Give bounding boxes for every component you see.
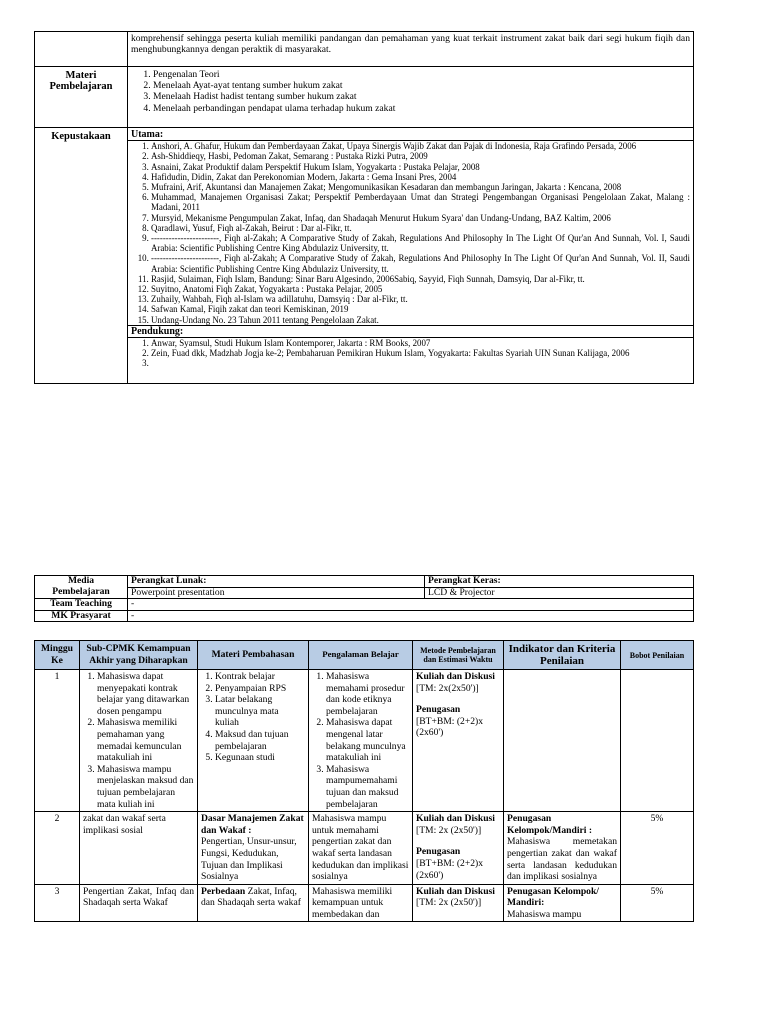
penugasan-title: Penugasan: [416, 846, 461, 858]
materi-item: 2. Menelaah Ayat-ayat tentang sumber hukum zakat: [153, 80, 690, 91]
reference-item: 2. Ash-Shiddieqy, Hasbi, Pedoman Zakat, Semarang : Pustaka Rizki Putra, 2009: [151, 151, 690, 161]
subcpmk-item: 1. Mahasiswa dapat menyepakati kontrak belajar yang ditawarkan dosen pengampu: [97, 671, 194, 717]
prasyarat-label: MK Prasyarat: [35, 610, 128, 622]
pendukung-heading: Pendukung:: [128, 325, 693, 338]
reference-item: 10. -----------------------, Fiqh al-Zakah; A Comparative Study of Zakah, Regulations And Philosophy In The Light Of Qur'an And Sunnah, Vol. II, Saudi Arabia: Scientific Publishing Centre King Abdulaziz University, tt.: [151, 253, 690, 273]
table-row: [35, 884, 694, 922]
materi-title: Dasar Manajemen Zakat dan Wakaf: [201, 813, 304, 836]
indikator-text: Mahasiswa memetakan pengertian zakat dan wakaf serta landasan kedudukan dan implikasi sosialnya: [507, 836, 617, 883]
metode-cell: [413, 812, 504, 885]
materi-label: Materi Pembelajaran: [35, 67, 128, 128]
subcpmk-list: [83, 671, 194, 810]
penugasan-time: [BT+BM: (2+2)x (2x60'): [416, 857, 484, 881]
pengalaman-cell: Mahasiswa memiliki kemampuan untuk membedakan dan: [309, 884, 413, 922]
materi-item: 2. Penyampaian RPS: [215, 683, 305, 695]
media-label: Media Pembelajaran: [35, 576, 128, 599]
materi-item: 1. Kontrak belajar: [215, 671, 305, 683]
penugasan-time: [BT+BM: (2+2)x (2x60'): [416, 715, 484, 739]
reference-item: 6. Muhammad, Manajemen Organisasi Zakat; Perspektif Pemberdayaan Umat dan Strategi Pengembangan Organisasi Pengelolaan Zakat, Malang : Madani, 2011: [151, 192, 690, 212]
subcpmk-cell: zakat dan wakaf serta implikasi sosial: [80, 812, 198, 885]
reference-item: [151, 358, 690, 368]
materi-cell: [128, 67, 694, 128]
metode-cell: [413, 670, 504, 812]
reference-item: 2. Zein, Fuad dkk, Madzhab Jogja ke-2; Pembaharuan Pemikiran Hukum Islam, Yogyakarta: Fakultas Syariah UIN Sunan Kalijaga, 2006: [151, 348, 690, 358]
subcpmk-item: 2. Mahasiswa memiliki pemahaman yang memadai kemunculan matakuliah ini: [97, 717, 194, 763]
week-number: 3: [35, 884, 80, 922]
reference-item: 12. Suyitno, Anatomi Fiqh Zakat, Yogyakarta : Pustaka Pelajar, 2005: [151, 284, 690, 294]
week-number: 1: [35, 670, 80, 812]
header-materi: Materi Pembahasan: [198, 641, 309, 670]
pengalaman-list: [312, 671, 409, 810]
header-indikator: Indikator dan Kriteria Penilaian: [504, 641, 621, 670]
penugasan-title: Penugasan: [416, 704, 461, 716]
perangkat-lunak-label: Perangkat Lunak:: [128, 576, 425, 588]
materi-cell: [198, 670, 309, 812]
description-text: komprehensif sehingga peserta kuliah memiliki pandangan dan pemahaman yang kuat terkait instrument zakat baik dari segi hukum fiqih dan menghubungkannya dengan peraktik di masyarakat.: [128, 32, 694, 67]
header-bobot: Bobot Penilaian: [621, 641, 694, 670]
materi-item: 5. Kegunaan studi: [215, 752, 305, 764]
reference-item: 8. Qaradlawi, Yusuf, Fiqh al-Zakah, Beirut : Dar al-Fikr, tt.: [151, 223, 690, 233]
indikator-title: Penugasan Kelompok/Mandiri :: [507, 813, 593, 836]
team-teaching-value: -: [128, 599, 694, 611]
materi-cell: Dasar Manajemen Zakat dan Wakaf : Pengertian, Unsur-unsur, Fungsi, Kedudukan, Tujuan dan Implikasi Sosialnya: [198, 812, 309, 885]
pengalaman-item: 3. Mahasiswa mampumemahami tujuan dan maksud pembelajaran: [326, 764, 409, 810]
team-teaching-row: [35, 599, 694, 611]
reference-item: 15. Undang-Undang No. 23 Tahun 2011 tentang Pengelolaan Zakat.: [151, 315, 690, 325]
reference-item: 11. Rasjid, Sulaiman, Fiqh Islam, Bandung: Sinar Baru Algesindo, 2006Sabiq, Sayyid, Fiqh Sunnah, Damsyiq, Dar al-Fikr, tt.: [151, 274, 690, 284]
materi-cell: [198, 884, 309, 922]
materi-item: 1. Pengenalan Teori: [153, 69, 690, 80]
materi-item: 4. Maksud dan tujuan pembelajaran: [215, 729, 305, 752]
description-label-cell: [35, 32, 128, 67]
kepustakaan-cell: [128, 128, 694, 384]
pengalaman-cell: [309, 670, 413, 812]
prasyarat-value: -: [128, 610, 694, 622]
course-info-table: [34, 31, 694, 384]
metode-time: [TM: 2x (2x50')]: [416, 897, 482, 909]
indikator-cell: [504, 812, 621, 885]
team-teaching-label: Team Teaching: [35, 599, 128, 611]
pendukung-list: [131, 338, 690, 383]
reference-item: 14. Safwan Kamal, Fiqih zakat dan teori Kemiskinan, 2019: [151, 304, 690, 314]
reference-item: 1. Anshori, A. Ghafur, Hukum dan Pemberdayaan Zakat, Upaya Sinergis Wajib Zakat dan Pajak di Indonesia, Raja Grafindo Persada, 2006: [151, 141, 690, 151]
indikator-cell: [504, 884, 621, 922]
perangkat-lunak-value: Powerpoint presentation: [128, 587, 425, 599]
metode-title: Kuliah dan Diskusi: [416, 671, 495, 682]
reference-item: 9. -----------------------, Fiqh al-Zakah; A Comparative Study of Zakah, Regulations And Philosophy In The Light Of Qur'an And Sunnah, Vol. I, Saudi Arabia: Scientific Publishing Centre King Abdulaziz University, tt.: [151, 233, 690, 253]
metode-title: Kuliah dan Diskusi: [416, 885, 495, 897]
pengalaman-cell: Mahasiswa mampu untuk memahami pengertian zakat dan wakaf serta landasan kedudukan dan implikasi sosialnya: [309, 812, 413, 885]
bobot-cell: 5%: [621, 812, 694, 885]
media-header-row: [35, 576, 694, 588]
perangkat-keras-value: LCD & Projector: [425, 587, 694, 599]
materi-text: Pengertian, Unsur-unsur, Fungsi, Kedudukan, Tujuan dan Implikasi Sosialnya: [201, 836, 297, 883]
plan-header-row: [35, 641, 694, 670]
kepustakaan-row: [35, 128, 694, 384]
header-subcpmk: Sub-CPMK Kemampuan Akhir yang Diharapkan: [80, 641, 198, 670]
materi-row: [35, 67, 694, 128]
header-pengalaman: Pengalaman Belajar: [309, 641, 413, 670]
weekly-plan-table: [34, 640, 694, 922]
media-table: [34, 575, 694, 622]
materi-title: Perbedaan: [201, 885, 246, 897]
kepustakaan-label: Kepustakaan: [35, 128, 128, 384]
pengalaman-item: 2. Mahasiswa dapat mengenal latar belakang munculnya matakuliah ini: [326, 717, 409, 763]
utama-heading: Utama:: [128, 129, 693, 141]
reference-item: 4. Hafidudin, Didin, Zakat dan Perekonomian Modern, Jakarta : Gema Insani Pres, 2004: [151, 172, 690, 182]
materi-item: 3. Menelaah Hadist hadist tentang sumber hukum zakat: [153, 91, 690, 102]
reference-item: 5. Mufraini, Arif, Akuntansi dan Manajemen Zakat; Mengomunikasikan Kesadaran dan membangun Jaringan, Jakarta : Kencana, 2008: [151, 182, 690, 192]
week-number: 2: [35, 812, 80, 885]
reference-item: 13. Zuhaily, Wahbah, Fiqh al-Islam wa adillatuhu, Damsyiq : Dar al-Fikr, tt.: [151, 294, 690, 304]
metode-cell: [413, 884, 504, 922]
subcpmk-item: 3. Mahasiswa mampu menjelaskan maksud dan tujuan pembelajaran mata kuliah ini: [97, 764, 194, 810]
header-metode: Metode Pembelajaran dan Estimasi Waktu: [413, 641, 504, 670]
pengalaman-item: 1. Mahasiswa memahami prosedur dan kode etiknya pembelajaran: [326, 671, 409, 717]
metode-time: [TM: 2x(2x50')]: [416, 682, 479, 694]
indikator-title: Penugasan Kelompok/ Mandiri:: [507, 885, 599, 909]
reference-item: 7. Mursyid, Mekanisme Pengumpulan Zakat, Infaq, dan Shadaqah Menurut Hukum Syara' dan Undang-Undang, BAZ Kaltim, 2006: [151, 213, 690, 223]
media-value-row: [35, 587, 694, 599]
perangkat-keras-label: Perangkat Keras:: [425, 576, 694, 588]
materi-pembahasan-list: [201, 671, 305, 764]
utama-list: [131, 141, 690, 325]
reference-item: 3. Asnaini, Zakat Produktif dalam Perspektif Hukum Islam, Yogyakarta : Pustaka Pelajar, 2008: [151, 162, 690, 172]
table-row: [35, 670, 694, 812]
subcpmk-cell: [80, 670, 198, 812]
header-minggu: Minggu Ke: [35, 641, 80, 670]
materi-text: Zakat, Infaq, dan Shadaqah serta wakaf: [201, 885, 301, 909]
reference-item: 1. Anwar, Syamsul, Studi Hukum Islam Kontemporer, Jakarta : RM Books, 2007: [151, 338, 690, 348]
prasyarat-row: [35, 610, 694, 622]
bobot-cell: 5%: [621, 884, 694, 922]
metode-title: Kuliah dan Diskusi: [416, 813, 495, 825]
metode-time: [TM: 2x (2x50')]: [416, 824, 482, 836]
indikator-text: Mahasiswa mampu: [507, 908, 582, 920]
description-row: [35, 32, 694, 67]
table-row: [35, 812, 694, 885]
bobot-cell: [621, 670, 694, 812]
materi-list: [131, 69, 690, 114]
indikator-cell: [504, 670, 621, 812]
materi-item: 4. Menelaah perbandingan pendapat ulama terhadap hukum zakat: [153, 103, 690, 114]
subcpmk-cell: Pengertian Zakat, Infaq dan Shadaqah serta Wakaf: [80, 884, 198, 922]
materi-item: 3. Latar belakang munculnya mata kuliah: [215, 694, 305, 729]
